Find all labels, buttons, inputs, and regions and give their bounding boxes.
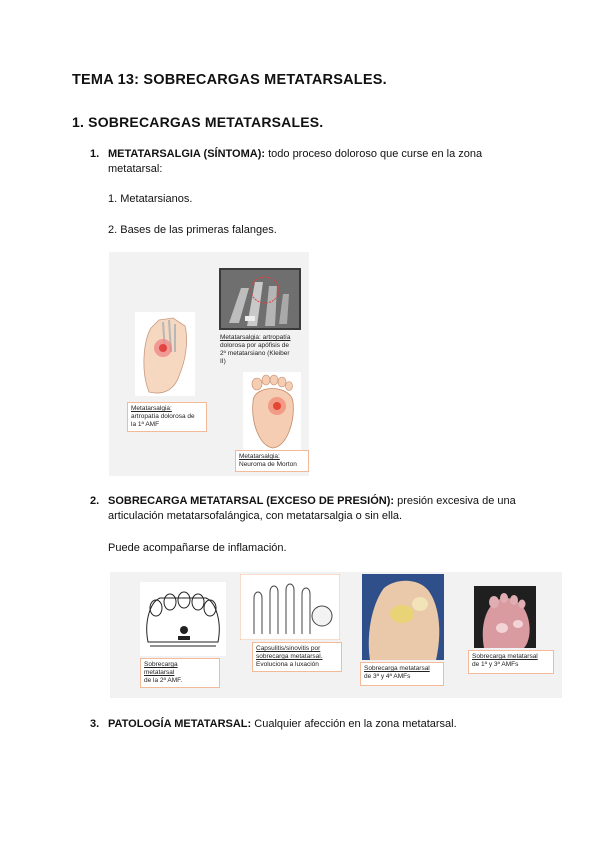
- item-term: SOBRECARGA METATARSAL (EXCESO DE PRESIÓN):: [108, 495, 395, 507]
- caption-4: Sobrecarga metatarsal de 1ª y 3ª AMFs: [468, 650, 554, 674]
- item-text: [108, 717, 538, 732]
- item-desc: Cualquier afección en la zona metatarsal.: [251, 718, 457, 730]
- item-text: [108, 147, 528, 177]
- section-heading: 1. SOBRECARGAS METATARSALES.: [72, 114, 324, 130]
- caption-foot-right: Metatarsalgia: Neuroma de Morton: [235, 450, 309, 472]
- document-title: TEMA 13: SOBRECARGAS METATARSALES.: [72, 72, 387, 88]
- item-desc-cont: articulación metatarsofalángica, con metatarsalgia o sin ella.: [108, 510, 403, 522]
- figure-metatarsalgia: [109, 252, 309, 476]
- foot-illustration-right: [243, 372, 301, 450]
- item-desc: presión excesiva de una: [394, 495, 516, 507]
- foot-photo-4: [474, 586, 536, 648]
- item-term: METATARSALGIA (SÍNTOMA):: [108, 148, 266, 160]
- sub-item: 1. Metatarsianos.: [108, 193, 193, 205]
- foot-illustration-left: [135, 312, 195, 396]
- foot-diagram-1: [140, 582, 226, 656]
- item-extra: Puede acompañarse de inflamación.: [108, 542, 287, 554]
- figure-sobrecarga: [110, 572, 562, 698]
- caption-1: Sobrecarga metatarsal de la 2ª AMF.: [140, 658, 220, 688]
- item-desc: todo proceso doloroso que curse en la zona: [265, 148, 483, 160]
- item-desc-cont: metatarsal:: [108, 163, 163, 175]
- item-term: PATOLOGÍA METATARSAL:: [108, 718, 252, 730]
- caption-2: Capsulitis/sinovitis por sobrecarga metatarsal. Evoluciona a luxación: [252, 642, 342, 672]
- item-number: 1.: [90, 148, 100, 160]
- xray-image: [219, 268, 301, 330]
- caption-xray: Metatarsalgia: artropatía dolorosa por apófisis de 2º metatarsiano (Kleiber II): [220, 334, 291, 365]
- item-text: [108, 494, 538, 524]
- foot-photo-3: [362, 574, 444, 660]
- foot-diagram-2: [240, 574, 340, 640]
- caption-3: Sobrecarga metatarsal de 3ª y 4ª AMFs: [360, 662, 444, 686]
- item-number: 3.: [90, 718, 100, 730]
- caption-foot-left: Metatarsalgia: artropatía dolorosa de la 1ª AMF: [127, 402, 207, 432]
- sub-item: 2. Bases de las primeras falanges.: [108, 224, 277, 236]
- item-number: 2.: [90, 495, 100, 507]
